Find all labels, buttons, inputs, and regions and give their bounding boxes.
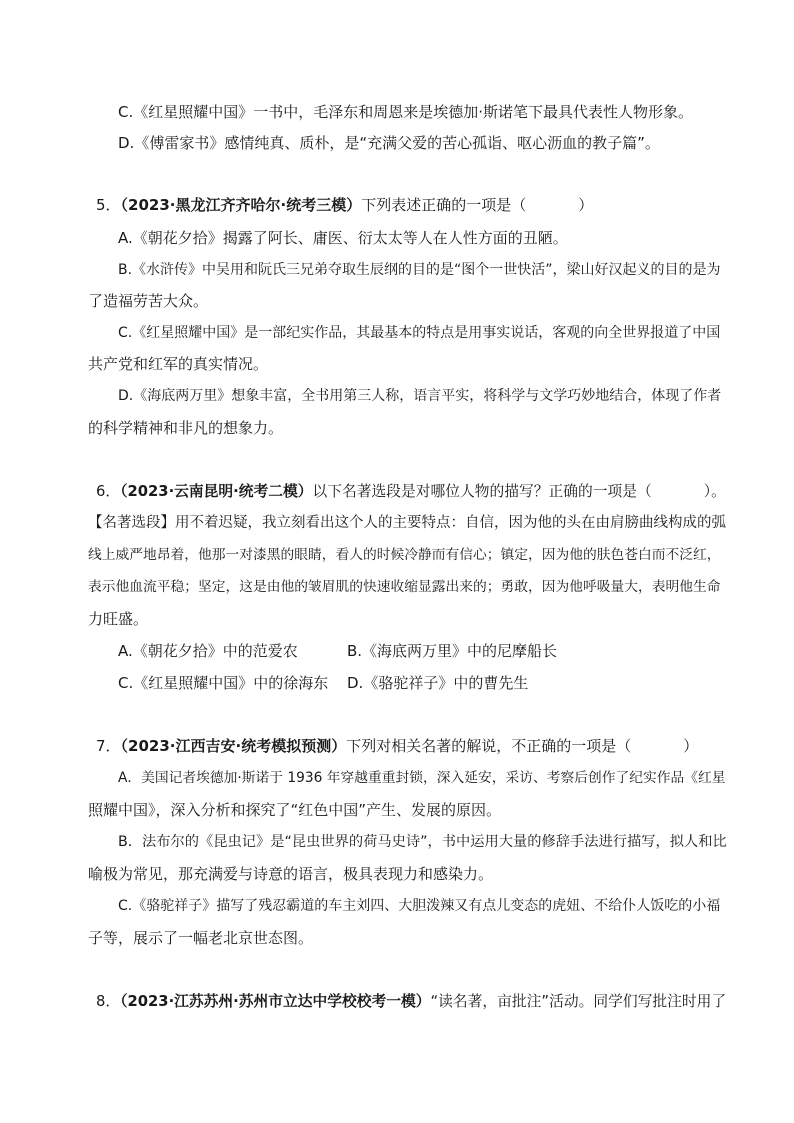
q6-option-c: C.《红星照耀中国》中的徐海东 (118, 674, 329, 692)
q6-passage-line4: 力旺盛。 (88, 610, 149, 628)
q5-option-b-line1: B.《水浒传》中吴用和阮氏三兄弟夺取生辰纲的目的是“图个一世快活”，梁山好汉起义的目的是为 (118, 262, 721, 278)
q7-option-c-line2: 子等，展示了一幅老北京世态图。 (88, 929, 314, 947)
q7-number: 7． (96, 737, 121, 755)
q7-option-b-line2: 喻极为常见，那充满爱与诗意的语言，极具表现力和感染力。 (88, 865, 494, 883)
q5-option-b-line2: 了造福劳苦大众。 (88, 292, 209, 310)
q7-stem-line (96, 736, 698, 756)
q5-option-d-line2: 的科学精神和非凡的想象力。 (88, 419, 284, 437)
q7-option-a-line1: A．美国记者埃德加·斯诺于 1936 年穿越重重封锁，深入延安，采访、考察后创作了纪实作品《红星 (118, 770, 726, 786)
q6-number: 6． (96, 483, 121, 500)
q7-stem-end: ） (683, 737, 699, 755)
q4-option-c: C.《红星照耀中国》一书中，毛泽东和周恩来是埃德加·斯诺笔下最具代表性人物形象。 (118, 103, 694, 121)
q7-stem: 下列对相关名著的解说，不正确的一项是（ (346, 737, 632, 755)
q5-number: 5． (96, 196, 121, 214)
q6-passage-line3: 表示他血流平稳；坚定，这是由他的皱眉肌的快速收缩显露出来的；勇敢，因为他呼吸量大，表明他生命 (88, 579, 721, 595)
q7-source: （2023·江西吉安·统考模拟预测） (120, 737, 347, 755)
q6-source: （2023·云南昆明·统考二模） (120, 483, 313, 500)
q8-stem: “读名著，亩批注”活动。同学们写批注时用了 (430, 993, 727, 1010)
q8-source: （2023·江苏苏州·苏州市立达中学校校考一模） (120, 993, 431, 1010)
q6-stem: 以下名著选段是对哪位人物的描写？正确的一项是（ (312, 483, 652, 500)
q5-stem: 下列表述正确的一项是（ (361, 196, 527, 214)
q6-option-b: B.《海底两万里》中的尼摩船长 (347, 642, 558, 660)
q8-number: 8． (96, 993, 121, 1010)
q6-option-a: A.《朝花夕拾》中的范爱农 (118, 642, 298, 660)
q4-option-d: D.《傅雷家书》感情纯真、质朴，是“充满父爱的苦心孤诣、呕心沥血的教子篇”。 (118, 134, 660, 152)
q6-passage-line2: 线上威严地昂着，他那一对漆黑的眼睛，看人的时候冷静而有信心；镇定，因为他的肤色苍白而不泛红， (88, 547, 721, 563)
q6-option-d: D.《骆驼祥子》中的曹先生 (347, 674, 529, 692)
q5-stem-end: ） (578, 196, 594, 214)
q6-stem-end: ）。 (703, 483, 726, 500)
q7-option-c-line1: C.《骆驼祥子》描写了残忍霸道的车主刘四、大胆泼辣又有点儿变态的虎妞、不给仆人饭吃的小福 (118, 898, 721, 914)
q7-option-b-line1: B．法布尔的《昆虫记》是“昆虫世界的荷马史诗”，书中运用大量的修辞手法进行描写，拟人和比 (118, 834, 727, 850)
q8-stem-line (96, 992, 726, 1012)
q5-stem-line (96, 195, 593, 215)
q5-option-d-line1: D.《海底两万里》想象丰富，全书用第三人称，语言平实，将科学与文学巧妙地结合，体现了作者 (118, 388, 722, 404)
q6-stem-line (96, 482, 726, 502)
q6-passage-line1: 【名著选段】用不着迟疑，我立刻看出这个人的主要特点：自信，因为他的头在由肩膀曲线构成的弧 (88, 515, 726, 531)
q5-source: （2023·黑龙江齐齐哈尔·统考三模） (120, 196, 362, 214)
q5-option-c-line2: 共产党和红军的真实情况。 (88, 355, 269, 373)
q7-option-a-line2: 照耀中国》，深入分析和探究了“红色中国”产生、发展的原因。 (88, 801, 502, 819)
q5-option-a: A.《朝花夕拾》揭露了阿长、庸医、衍太太等人在人性方面的丑陋。 (118, 229, 568, 247)
q5-option-c-line1: C.《红星照耀中国》是一部纪实作品，其最基本的特点是用事实说话，客观的向全世界报道了中国 (118, 325, 721, 341)
